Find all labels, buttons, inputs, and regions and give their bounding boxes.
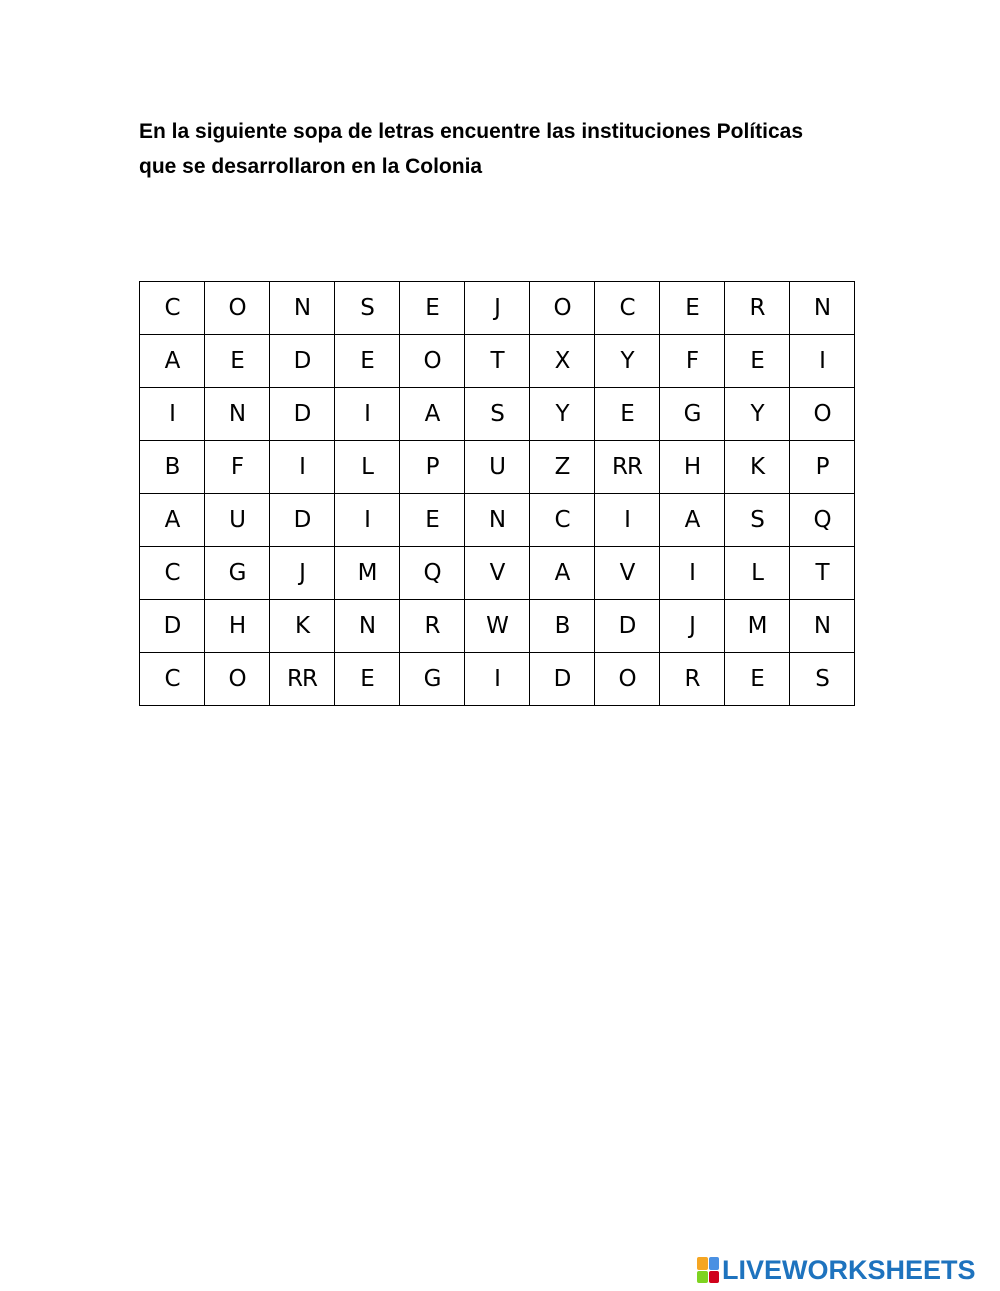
- grid-cell[interactable]: L: [335, 441, 400, 494]
- grid-cell[interactable]: Y: [725, 388, 790, 441]
- grid-cell[interactable]: I: [335, 494, 400, 547]
- grid-cell[interactable]: E: [335, 335, 400, 388]
- grid-cell[interactable]: D: [270, 494, 335, 547]
- grid-cell[interactable]: W: [465, 600, 530, 653]
- grid-cell[interactable]: B: [140, 441, 205, 494]
- grid-cell[interactable]: D: [595, 600, 660, 653]
- grid-cell[interactable]: H: [205, 600, 270, 653]
- grid-row: [140, 600, 855, 653]
- grid-cell[interactable]: O: [595, 653, 660, 706]
- grid-cell[interactable]: R: [660, 653, 725, 706]
- grid-cell[interactable]: S: [465, 388, 530, 441]
- grid-cell[interactable]: E: [725, 653, 790, 706]
- grid-cell[interactable]: R: [400, 600, 465, 653]
- grid-cell[interactable]: I: [465, 653, 530, 706]
- grid-cell[interactable]: I: [660, 547, 725, 600]
- grid-cell[interactable]: O: [205, 282, 270, 335]
- grid-cell[interactable]: K: [725, 441, 790, 494]
- grid-row: [140, 494, 855, 547]
- grid-cell[interactable]: D: [270, 388, 335, 441]
- instructions-line-1: En la siguiente sopa de letras encuentre las instituciones Políticas: [139, 120, 804, 143]
- grid-row: [140, 441, 855, 494]
- grid-row: [140, 282, 855, 335]
- grid-row: [140, 653, 855, 706]
- instructions-line-2: que se desarrollaron en la Colonia: [139, 155, 483, 178]
- grid-cell[interactable]: I: [335, 388, 400, 441]
- grid-cell[interactable]: F: [660, 335, 725, 388]
- grid-cell[interactable]: E: [400, 282, 465, 335]
- grid-cell[interactable]: I: [270, 441, 335, 494]
- grid-cell[interactable]: K: [270, 600, 335, 653]
- grid-cell[interactable]: V: [465, 547, 530, 600]
- grid-cell[interactable]: D: [530, 653, 595, 706]
- grid-row: [140, 388, 855, 441]
- grid-cell[interactable]: N: [790, 282, 855, 335]
- grid-cell[interactable]: L: [725, 547, 790, 600]
- grid-cell[interactable]: S: [335, 282, 400, 335]
- grid-cell[interactable]: X: [530, 335, 595, 388]
- grid-cell[interactable]: E: [725, 335, 790, 388]
- grid-cell[interactable]: G: [660, 388, 725, 441]
- grid-cell[interactable]: O: [530, 282, 595, 335]
- grid-cell[interactable]: N: [790, 600, 855, 653]
- grid-cell[interactable]: O: [400, 335, 465, 388]
- grid-cell[interactable]: I: [790, 335, 855, 388]
- grid-cell[interactable]: E: [660, 282, 725, 335]
- grid-cell[interactable]: E: [335, 653, 400, 706]
- grid-cell[interactable]: D: [270, 335, 335, 388]
- grid-cell[interactable]: N: [205, 388, 270, 441]
- grid-cell[interactable]: RR: [595, 441, 660, 494]
- grid-cell[interactable]: C: [140, 282, 205, 335]
- grid-cell[interactable]: N: [335, 600, 400, 653]
- grid-cell[interactable]: D: [140, 600, 205, 653]
- grid-cell[interactable]: C: [595, 282, 660, 335]
- grid-cell[interactable]: G: [400, 653, 465, 706]
- grid-cell[interactable]: U: [465, 441, 530, 494]
- grid-cell[interactable]: O: [790, 388, 855, 441]
- grid-cell[interactable]: S: [790, 653, 855, 706]
- word-search-grid: [139, 281, 855, 706]
- grid-cell[interactable]: Y: [595, 335, 660, 388]
- grid-cell[interactable]: F: [205, 441, 270, 494]
- grid-cell[interactable]: J: [270, 547, 335, 600]
- grid-cell[interactable]: Y: [530, 388, 595, 441]
- instructions-text: [139, 114, 879, 184]
- grid-cell[interactable]: O: [205, 653, 270, 706]
- grid-row: [140, 335, 855, 388]
- grid-cell[interactable]: E: [595, 388, 660, 441]
- grid-cell[interactable]: C: [140, 653, 205, 706]
- grid-cell[interactable]: M: [335, 547, 400, 600]
- grid-cell[interactable]: M: [725, 600, 790, 653]
- grid-cell[interactable]: C: [140, 547, 205, 600]
- grid-cell[interactable]: A: [660, 494, 725, 547]
- grid-cell[interactable]: T: [790, 547, 855, 600]
- grid-cell[interactable]: S: [725, 494, 790, 547]
- grid-cell[interactable]: A: [140, 335, 205, 388]
- grid-cell[interactable]: P: [790, 441, 855, 494]
- grid-cell[interactable]: J: [660, 600, 725, 653]
- grid-cell[interactable]: N: [465, 494, 530, 547]
- grid-cell[interactable]: RR: [270, 653, 335, 706]
- grid-cell[interactable]: V: [595, 547, 660, 600]
- grid-cell[interactable]: J: [465, 282, 530, 335]
- grid-cell[interactable]: A: [530, 547, 595, 600]
- grid-cell[interactable]: B: [530, 600, 595, 653]
- grid-cell[interactable]: A: [140, 494, 205, 547]
- grid-cell[interactable]: U: [205, 494, 270, 547]
- grid-cell[interactable]: Q: [400, 547, 465, 600]
- grid-cell[interactable]: H: [660, 441, 725, 494]
- grid-cell[interactable]: Z: [530, 441, 595, 494]
- logo-text: LIVEWORKSHEETS: [722, 1254, 976, 1285]
- grid-cell[interactable]: E: [205, 335, 270, 388]
- liveworksheets-logo-icon: [697, 1257, 719, 1283]
- liveworksheets-logo: [697, 1254, 976, 1286]
- grid-cell[interactable]: N: [270, 282, 335, 335]
- grid-cell[interactable]: G: [205, 547, 270, 600]
- grid-cell[interactable]: T: [465, 335, 530, 388]
- grid-cell[interactable]: P: [400, 441, 465, 494]
- grid-cell[interactable]: A: [400, 388, 465, 441]
- grid-cell[interactable]: C: [530, 494, 595, 547]
- grid-cell[interactable]: Q: [790, 494, 855, 547]
- grid-row: [140, 547, 855, 600]
- grid-cell[interactable]: R: [725, 282, 790, 335]
- grid-cell[interactable]: E: [400, 494, 465, 547]
- grid-cell[interactable]: I: [595, 494, 660, 547]
- grid-cell[interactable]: I: [140, 388, 205, 441]
